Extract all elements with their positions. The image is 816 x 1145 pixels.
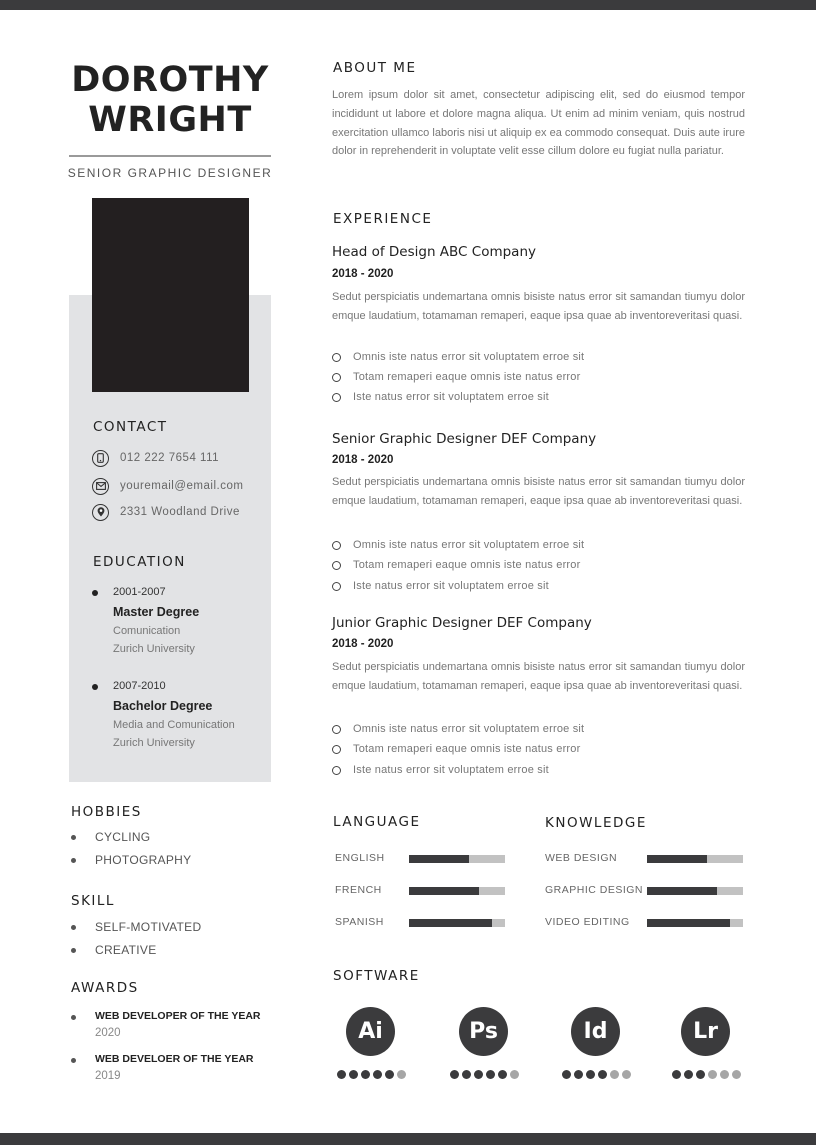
job-description: Sedut perspiciatis undemartana omnis bisiste natus error sit samandan tiumyu dolor emque laudatium, totamaman remaperi, eaque ipsa quae ab inventoreveritasi quasi. (332, 661, 745, 692)
bottom-border-bar (0, 1133, 816, 1145)
job-description: Sedut perspiciatis undemartana omnis bisiste natus error sit samandan tiumyu dolor emque laudatium, totamaman remaperi, eaque ipsa quae ab inventoreveritasi quasi. (332, 476, 745, 507)
education-years: 2007-2010 (113, 680, 166, 692)
education-field: Media and Comunication (113, 719, 235, 731)
knowledge-bar-fill (647, 919, 730, 927)
lightroom-icon: Lr (681, 1007, 730, 1056)
bullet-dot (71, 1015, 76, 1020)
education-bullet (92, 684, 98, 690)
rating-dot-empty (732, 1070, 741, 1079)
circle-bullet-icon (332, 745, 341, 754)
rating-dot-empty (708, 1070, 717, 1079)
software-rating (666, 1070, 746, 1079)
job-bullet-text: Totam remaperi eaque omnis iste natus error (353, 371, 581, 383)
job-dates: 2018 - 2020 (332, 454, 394, 466)
name-divider (69, 155, 271, 157)
rating-dot-filled (574, 1070, 583, 1079)
rating-dot-empty (720, 1070, 729, 1079)
language-bar (335, 884, 505, 896)
knowledge-bar (545, 916, 743, 928)
software-item (444, 1007, 524, 1082)
language-bar (335, 852, 505, 864)
indesign-icon: Id (571, 1007, 620, 1056)
knowledge-bar-track (647, 887, 743, 895)
circle-bullet-icon (332, 393, 341, 402)
education-heading: EDUCATION (93, 554, 186, 570)
job-bullet-text: Totam remaperi eaque omnis iste natus error (353, 559, 581, 571)
circle-bullet-icon (332, 541, 341, 550)
rating-dot-filled (450, 1070, 459, 1079)
circle-bullet-icon (332, 766, 341, 775)
education-school: Zurich University (113, 737, 195, 749)
language-label: ENGLISH (335, 852, 385, 864)
contact-email (92, 477, 243, 495)
rating-dot-filled (562, 1070, 571, 1079)
education-bullet (92, 590, 98, 596)
education-degree: Master Degree (113, 605, 200, 619)
circle-bullet-icon (332, 582, 341, 591)
rating-dot-filled (385, 1070, 394, 1079)
job-bullet (332, 741, 580, 757)
job-description: Sedut perspiciatis undemartana omnis bisiste natus error sit samandan tiumyu dolor emque laudatium, totamaman remaperi, eaque ipsa quae ab inventoreveritasi quasi. (332, 291, 745, 322)
software-rating (444, 1070, 524, 1079)
about-text: Lorem ipsum dolor sit amet, consectetur adipiscing elit, sed do eiusmod tempor incididunt ut labore et dolore magna aliqua. Ut enim ad minim veniam, quis nostrud exercitation ullamco laboris nisi ut aliquip ex ea commodo consequat. Duis aute irure dolor in reprehenderit in voluptate velit esse cillum dolore eu fugiat nulla pariatur. (332, 89, 745, 158)
skill-heading: SKILL (71, 893, 115, 909)
awards-heading: AWARDS (71, 980, 139, 996)
illustrator-icon: Ai (346, 1007, 395, 1056)
rating-dot-filled (462, 1070, 471, 1079)
rating-dot-filled (498, 1070, 507, 1079)
language-label: SPANISH (335, 916, 384, 928)
job-bullet (332, 721, 584, 737)
circle-bullet-icon (332, 725, 341, 734)
rating-dot-filled (361, 1070, 370, 1079)
hobbies-heading: HOBBIES (71, 804, 142, 820)
resume-name (60, 60, 280, 140)
rating-dot-filled (349, 1070, 358, 1079)
rating-dot-filled (684, 1070, 693, 1079)
rating-dot-filled (474, 1070, 483, 1079)
job-dates: 2018 - 2020 (332, 638, 394, 650)
skill-label: CREATIVE (95, 943, 157, 957)
software-heading: SOFTWARE (333, 968, 420, 984)
job-bullet-text: Omnis iste natus error sit voluptatem erroe sit (353, 723, 585, 735)
skill-label: SELF-MOTIVATED (95, 920, 202, 934)
software-item (331, 1007, 411, 1082)
rating-dot-filled (598, 1070, 607, 1079)
top-border-bar (0, 0, 816, 10)
job-bullet (332, 557, 580, 573)
about-heading: ABOUT ME (333, 60, 417, 76)
language-bar-fill (409, 919, 492, 927)
language-bar-track (409, 855, 505, 863)
job-bullet (332, 389, 549, 405)
job-bullet (332, 369, 580, 385)
experience-heading: EXPERIENCE (333, 211, 433, 227)
contact-heading: CONTACT (93, 419, 168, 435)
rating-dot-filled (373, 1070, 382, 1079)
software-rating (556, 1070, 636, 1079)
name-first: DOROTHY (71, 60, 269, 100)
job-title: Junior Graphic Designer DEF Company (332, 615, 592, 631)
contact-address-text: 2331 Woodland Drive (120, 506, 240, 518)
contact-email-text: youremail@email.com (120, 480, 244, 492)
job-bullet (332, 762, 549, 778)
bullet-dot (71, 835, 76, 840)
knowledge-bar-track (647, 919, 743, 927)
software-rating (331, 1070, 411, 1079)
job-bullet-text: Iste natus error sit voluptatem erroe sit (353, 764, 549, 776)
location-pin-icon (92, 504, 109, 521)
job-bullet (332, 578, 549, 594)
rating-dot-filled (486, 1070, 495, 1079)
job-bullet-text: Totam remaperi eaque omnis iste natus error (353, 743, 581, 755)
job-bullet-text: Omnis iste natus error sit voluptatem erroe sit (353, 539, 585, 551)
knowledge-heading: KNOWLEDGE (545, 815, 647, 831)
job-dates: 2018 - 2020 (332, 268, 394, 280)
rating-dot-filled (586, 1070, 595, 1079)
software-item (666, 1007, 746, 1082)
job-bullet (332, 537, 584, 553)
education-school: Zurich University (113, 643, 195, 655)
rating-dot-filled (672, 1070, 681, 1079)
job-bullet-text: Iste natus error sit voluptatem erroe sit (353, 580, 549, 592)
rating-dot-empty (397, 1070, 406, 1079)
contact-phone (92, 449, 219, 467)
award-year: 2020 (95, 1027, 121, 1039)
rating-dot-empty (610, 1070, 619, 1079)
knowledge-bar-fill (647, 855, 707, 863)
education-item (92, 680, 262, 760)
education-years: 2001-2007 (113, 586, 166, 598)
knowledge-bar-fill (647, 887, 717, 895)
job-title: Senior Graphic Designer DEF Company (332, 431, 597, 447)
hobby-label: CYCLING (95, 830, 151, 844)
job-title: Head of Design ABC Company (332, 244, 536, 260)
contact-address (92, 503, 240, 521)
job-bullet (332, 349, 584, 365)
award-title: WEB DEVELOER OF THE YEAR (95, 1053, 254, 1065)
contact-phone-text: 012 222 7654 111 (120, 452, 220, 464)
phone-icon (92, 450, 109, 467)
bullet-dot (71, 925, 76, 930)
hobby-label: PHOTOGRAPHY (95, 853, 192, 867)
circle-bullet-icon (332, 373, 341, 382)
job-bullet-text: Omnis iste natus error sit voluptatem erroe sit (353, 351, 585, 363)
bullet-dot (71, 948, 76, 953)
photoshop-icon: Ps (459, 1007, 508, 1056)
award-title: WEB DEVELOPER OF THE YEAR (95, 1010, 261, 1022)
knowledge-label: WEB DESIGN (545, 852, 618, 864)
language-label: FRENCH (335, 884, 382, 896)
bullet-dot (71, 858, 76, 863)
knowledge-bar (545, 852, 743, 864)
award-year: 2019 (95, 1070, 121, 1082)
language-bar-track (409, 919, 505, 927)
circle-bullet-icon (332, 353, 341, 362)
circle-bullet-icon (332, 561, 341, 570)
bullet-dot (71, 1058, 76, 1063)
software-item (556, 1007, 636, 1082)
knowledge-label: GRAPHIC DESIGN (545, 884, 644, 896)
language-bar-fill (409, 855, 469, 863)
rating-dot-filled (337, 1070, 346, 1079)
language-bar (335, 916, 505, 928)
education-field: Comunication (113, 625, 181, 637)
language-bar-fill (409, 887, 479, 895)
name-last: WRIGHT (88, 100, 252, 140)
rating-dot-empty (622, 1070, 631, 1079)
job-title: SENIOR GRAPHIC DESIGNER (67, 166, 273, 180)
rating-dot-empty (510, 1070, 519, 1079)
job-bullet-text: Iste natus error sit voluptatem erroe sit (353, 391, 549, 403)
rating-dot-filled (696, 1070, 705, 1079)
knowledge-bar (545, 884, 743, 896)
education-degree: Bachelor Degree (113, 699, 213, 713)
knowledge-label: VIDEO EDITING (545, 916, 630, 928)
email-icon (92, 478, 109, 495)
knowledge-bar-track (647, 855, 743, 863)
language-heading: LANGUAGE (333, 814, 421, 830)
language-bar-track (409, 887, 505, 895)
education-item (92, 586, 262, 666)
profile-photo (92, 198, 249, 392)
